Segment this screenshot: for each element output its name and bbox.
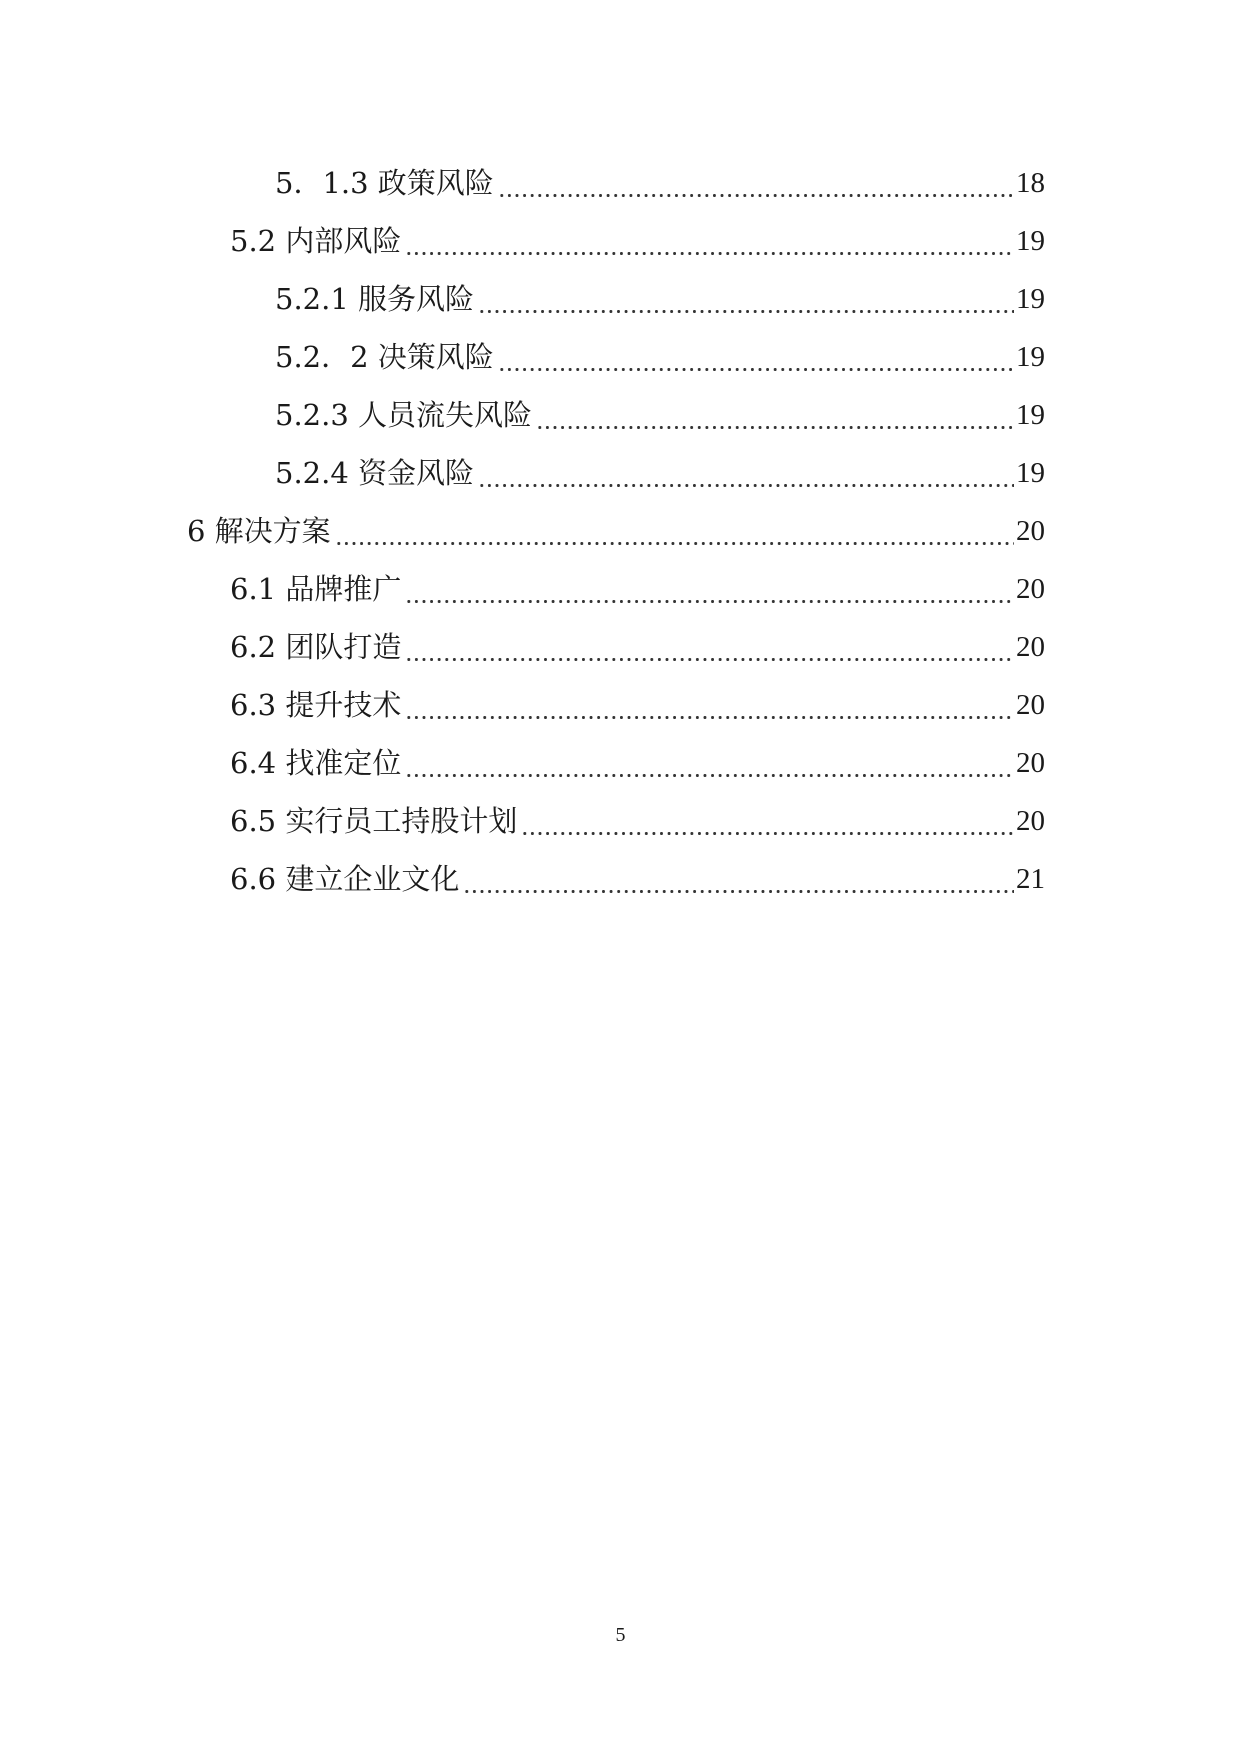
dot-leader [405,627,1014,667]
toc-entry-6-1[interactable] [230,569,1045,609]
toc-entry-5-2[interactable] [230,221,1045,261]
dot-leader [521,801,1014,841]
dot-leader [498,163,1014,203]
toc-entry-6[interactable] [187,511,1045,551]
toc-entry-page: 20 [1016,631,1045,663]
toc-entry-5-2-3[interactable] [275,395,1045,435]
toc-entry-6-4[interactable] [230,743,1045,783]
toc-entry-label: 6 解决方案 [187,514,331,548]
toc-entry-page: 19 [1016,283,1045,315]
toc-entry-label: 5.2 内部风险 [230,224,402,258]
toc-entry-5-2-4[interactable] [275,453,1045,493]
toc-entry-label: 6.6 建立企业文化 [230,862,460,896]
toc-entry-6-3[interactable] [230,685,1045,725]
dot-leader [478,453,1014,493]
toc-entry-page: 20 [1016,747,1045,779]
toc-entry-label: 6.4 找准定位 [230,746,402,780]
toc-entry-page: 19 [1016,225,1045,257]
toc-entry-5-1-3[interactable] [275,163,1045,203]
toc-entry-label: 6.3 提升技术 [230,688,402,722]
toc-entry-label: 6.2 团队打造 [230,630,402,664]
dot-leader [405,685,1014,725]
dot-leader [335,511,1014,551]
dot-leader [405,743,1014,783]
dot-leader [463,859,1014,899]
page-number: 5 [615,1624,626,1646]
dot-leader [405,221,1014,261]
toc-entry-page: 20 [1016,805,1045,837]
toc-entry-page: 20 [1016,573,1045,605]
toc-entry-label: 6.1 品牌推广 [230,572,402,606]
dot-leader [498,337,1014,377]
toc-entry-label: 6.5 实行员工持股计划 [230,804,518,838]
toc-entry-6-6[interactable] [230,859,1045,899]
toc-entry-page: 20 [1016,689,1045,721]
dot-leader [536,395,1014,435]
toc-entry-page: 21 [1016,863,1045,895]
toc-entry-page: 19 [1016,457,1045,489]
toc-entry-label: 5.2.4 资金风险 [275,456,475,490]
toc-entry-page: 19 [1016,399,1045,431]
toc-entry-6-5[interactable] [230,801,1045,841]
toc-entry-page: 19 [1016,341,1045,373]
toc-entry-label: 5．1.3 政策风险 [275,166,494,200]
dot-leader [405,569,1014,609]
dot-leader [478,279,1014,319]
toc-entry-label: 5.2．2 决策风险 [275,340,494,374]
toc-entry-6-2[interactable] [230,627,1045,667]
toc-entry-page: 20 [1016,515,1045,547]
toc-entry-label: 5.2.1 服务风险 [275,282,475,316]
toc-entry-label: 5.2.3 人员流失风险 [275,398,533,432]
toc-entry-page: 18 [1016,167,1045,199]
toc-entry-5-2-2[interactable] [275,337,1045,377]
toc-entry-5-2-1[interactable] [275,279,1045,319]
